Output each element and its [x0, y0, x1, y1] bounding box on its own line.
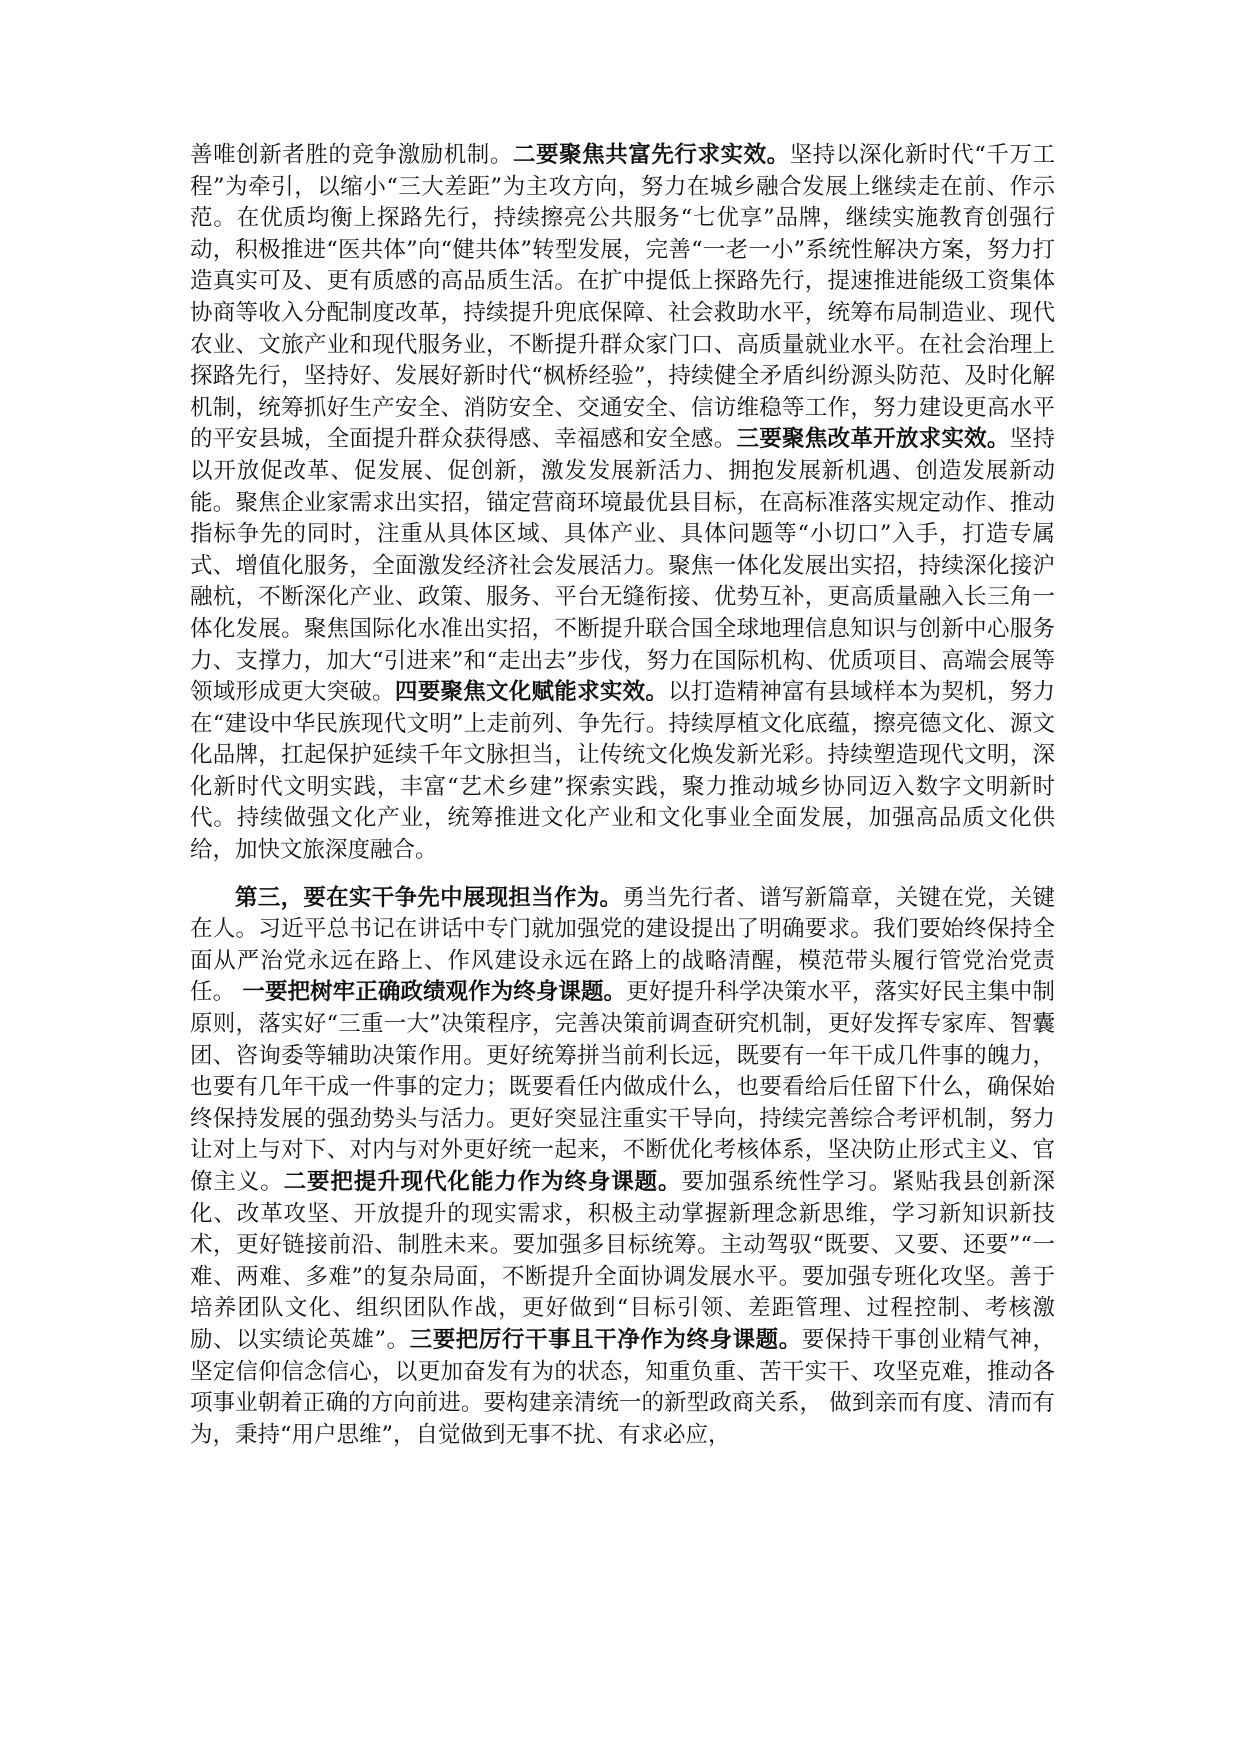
paragraph-1: [190, 140, 1055, 867]
subheading-inline: 四要聚焦文化赋能求实效。: [394, 679, 669, 706]
text-segment: 以打造精神富有县域样本为契机，努力在“建设中华民族现代文明”上走前列、争先行。持续厚植文化底蕴，擦亮德文化、源文化品牌，扛起保护延续千年文脉担当，让传统文化焕发新光彩。持续塑造现代文明，深化新时代文明实践，丰富“艺术乡建”探索实践，聚力推动城乡协同迈入数字文明新时代。持续做强文化产业，统筹推进文化产业和文化事业全面发展，加强高品质文化供 给，加快文旅深度融合。: [190, 679, 1055, 864]
subheading-inline: 二要聚焦共富先行求实效。: [512, 142, 790, 168]
subheading-inline: 二要把提升现代化能力作为终身课题。: [283, 1169, 682, 1195]
subheading-inline: 三要把厉行干事且干净作为终身课题。: [409, 1326, 802, 1353]
document-page: [190, 140, 1055, 1451]
text-segment: 坚持以开放促改革、促发展、促创新，激发发展新活力、拥抱发展新机遇、创造发展新动能。聚焦企业家需求出实招，锚定营商环境最优县目标，在高标准落实规定动作、推动指标争先的同时，注重从具体区域、具体产业、具体问题等“小切口”入手，打造专属式、增值化服务，全面激发经济社会发展活力。聚焦一体化发展出实招，持续深化接沪融杭，不断深化产业、政策、服务、平台无缝衔接、优势互补，更高质量融入长三角一体化发展。聚焦国际化水准出实招，不断提升联合国全球地理信息知识与创新中心服务力、支撑力，加大“引进来”和“走出去”步伐，努力在国际机构、优质项目、高端会展等领域形成更大突破。: [190, 426, 1055, 706]
section-heading-inline: 第三，要在实干争先中展现担当作为。: [235, 884, 623, 911]
text-segment: 要保持干事创业精气神，坚定信仰信念信心，以更加奋发有为的状态，知重负重、苦干实干、攻坚克难，推动各项事业朝着正确的方向前进。要构建亲清统一的新型政商关系， 做到亲而有度、清而有为，秉持“用户思维”，自觉做到无事不扰、有求必应，: [190, 1326, 1055, 1448]
subheading-inline: 三要聚焦改革开放求实效。: [736, 426, 1010, 453]
text-segment: 更好提升科学决策水平，落实好民主集中制原则，落实好“三重一大”决策程序，完善决策前调查研究机制，更好发挥专家库、智囊团、咨询委等辅助决策作用。更好统筹拼当前利长远，既要有一年干成几件事的魄力，也要有几年干成一件事的定力；既要看任内做成什么，也要看给后任留下什么，确保始终保持发展的强劲势头与活力。更好突显注重实干导向，持续完善综合考评机制，努力让对上与对下、对内与对外更好统一起来，不断优化考核体系，坚决防止形式主义、官僚主义。: [190, 979, 1055, 1195]
paragraph-2: [190, 883, 1055, 1452]
text-segment: 勇当先行者、谱写新篇章，关键在党，关键在人。习近平总书记在讲话中专门就加强党的建设提出了明确要求。我们要始终保持全面从严治党永远在路上、作风建设永远在路上的战略清醒，模范带头履行管党治党责任。: [190, 884, 1055, 1006]
text-segment: 善唯创新者胜的竞争激励机制。: [190, 142, 513, 168]
subheading-inline: 一要把树牢正确政绩观作为终身课题。: [242, 979, 627, 1006]
text-segment: 要加强系统性学习。紧贴我县创新深化、改革攻坚、开放提升的现实需求，积极主动掌握新理念新思维，学习新知识新技术，更好链接前沿、制胜未来。要加强多目标统筹。主动驾驭“既要、又要、还要”“一难、两难、多难”的复杂局面，不断提升全面协调发展水平。要加强专班化攻坚。善于培养团队文化、组织团队作战，更好做到“目标引领、差距管理、过程控制、考核激励、以实绩论英雄”。: [190, 1169, 1055, 1353]
text-segment: 坚持以深化新时代“千万工程”为牵引，以缩小“三大差距”为主攻方向，努力在城乡融合发展上继续走在前、作示范。在优质均衡上探路先行，持续擦亮公共服务“七优享”品牌，继续实施教育创强行动，积极推进“医共体”向“健共体”转型发展，完善“一老一小”系统性解决方案，努力打造真实可及、更有质感的高品质生活。在扩中提低上探路先行，提速推进能级工资集体协商等收入分配制度改革，持续提升兜底保障、社会救助水平，统筹布局制造业、现代农业、文旅产业和现代服务业，不断提升群众家门口、高质量就业水平。在社会治理上探路先行，坚持好、发展好新时代“枫桥经验”，持续健全矛盾纠纷源头防范、及时化解机制，统筹抓好生产安全、消防安全、交通安全、信访维稳等工作，努力建设更高水平的平安县城，全面提升群众获得感、幸福感和安全感。: [190, 142, 1055, 453]
